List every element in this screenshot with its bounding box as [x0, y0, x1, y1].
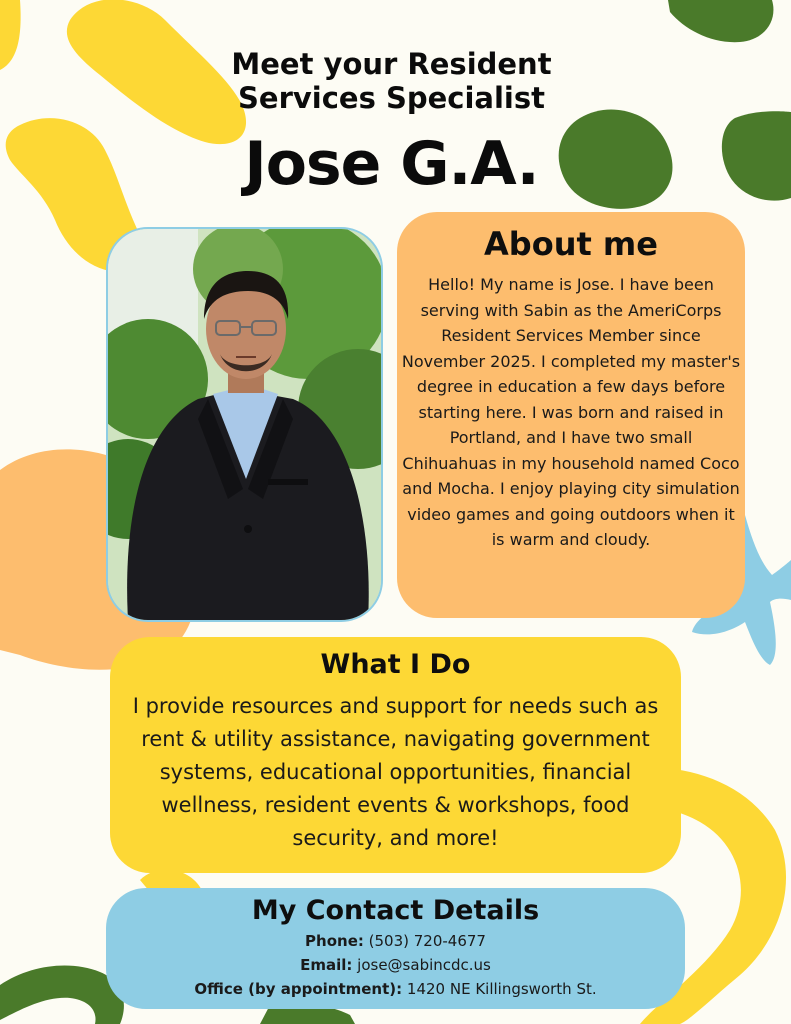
contact-office-line [106, 978, 685, 1000]
email-address: jose@sabincdc.us [357, 956, 491, 974]
about-me-card [397, 212, 745, 618]
portrait-photo [106, 227, 383, 622]
phone-number: (503) 720-4677 [368, 932, 486, 950]
office-label: Office (by appointment): [194, 980, 403, 998]
green-blob-top-right [668, 0, 773, 42]
what-i-do-text: I provide resources and support for needs such as rent & utility assistance, navigating government systems, educational opportunities, financial wellness, resident events & workshops, food security, and more! [132, 694, 659, 850]
phone-label: Phone: [305, 932, 364, 950]
contact-phone-line [106, 930, 685, 952]
email-label: Email: [300, 956, 353, 974]
office-address: 1420 NE Killingsworth St. [406, 980, 597, 998]
about-me-text: Hello! My name is Jose. I have been serving with Sabin as the AmeriCorps Resident Services Member since November 2025. I completed my master's degree in education a few days before starting here. I was born and raised in Portland, and I have two small Chihuahuas in my household named Coco and Mocha. I enjoy playing city simulation video games and going outdoors when it is warm and cloudy. [401, 275, 741, 549]
what-i-do-title: What I Do [320, 649, 471, 680]
about-me-title: About me [484, 225, 658, 263]
heading-line-1: Meet your Resident [231, 47, 552, 81]
heading-line-2: Services Specialist [238, 81, 545, 115]
portrait-illustration [108, 229, 381, 620]
specialist-name: Jose G.A. [244, 129, 539, 199]
what-i-do-card [110, 637, 681, 873]
contact-title: My Contact Details [251, 895, 540, 926]
contact-email-line [106, 954, 685, 976]
contact-card [106, 888, 685, 1009]
